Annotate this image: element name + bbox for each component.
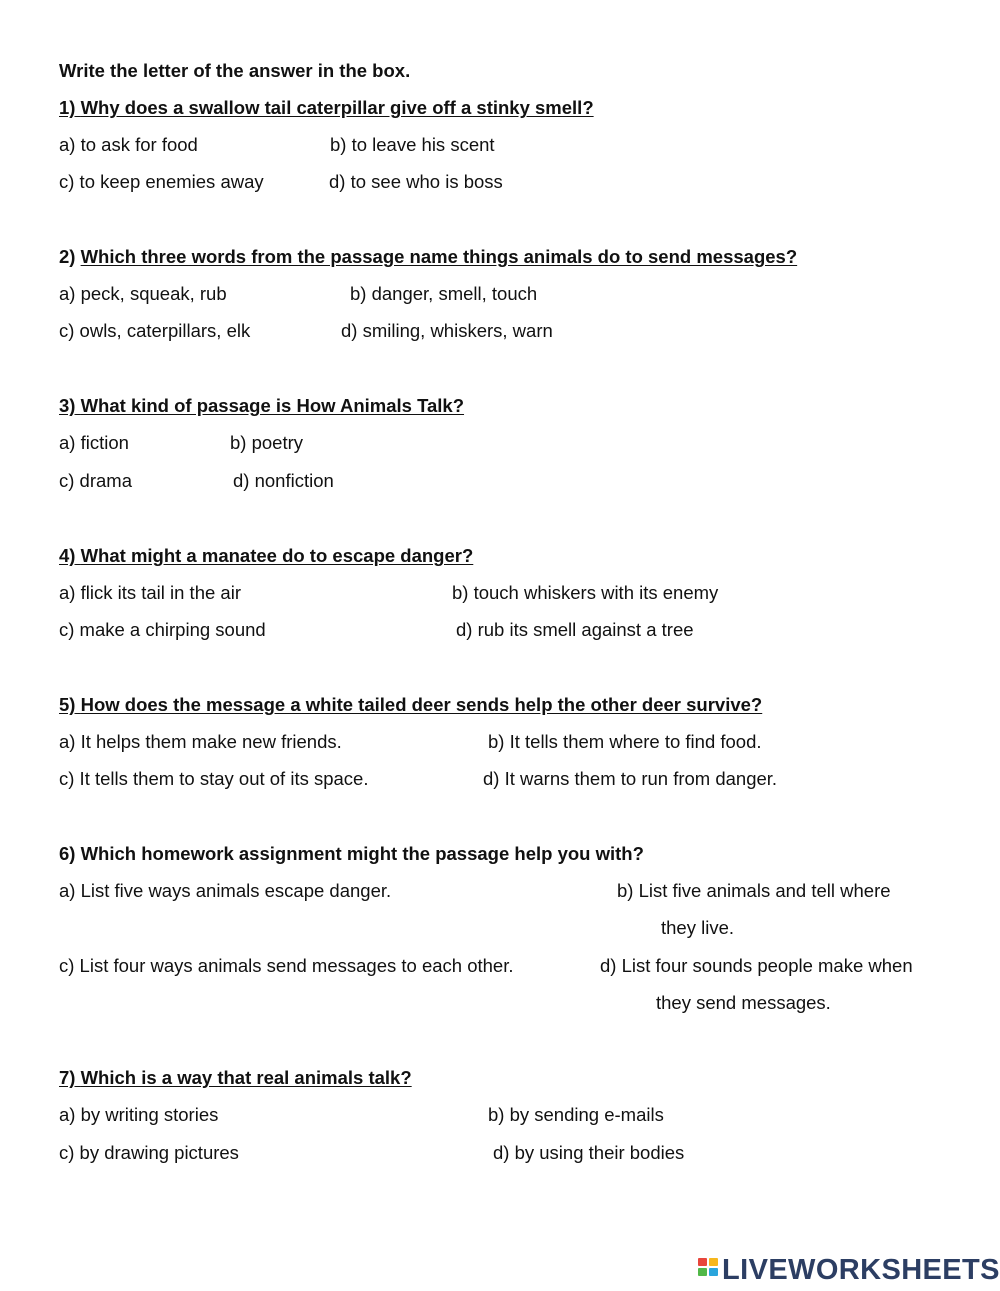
logo-block-l (698, 1258, 707, 1266)
q6-option-d-continued: they send messages. (656, 992, 831, 1013)
q4-option-d: d) rub its smell against a tree (456, 619, 694, 640)
q2-option-c: c) owls, caterpillars, elk (59, 320, 251, 341)
q1-option-d: d) to see who is boss (329, 171, 503, 192)
question-3: 3) What kind of passage is How Animals Talk? (59, 395, 465, 416)
q6-option-c: c) List four ways animals send messages to each other. (59, 955, 514, 976)
q6-option-b-continued: they live. (661, 917, 735, 938)
logo-block-v (698, 1268, 707, 1276)
q1-option-a: a) to ask for food (59, 134, 198, 155)
q3-option-b: b) poetry (230, 432, 304, 453)
question-2: 2) Which three words from the passage name things animals do to send messages? (59, 246, 798, 267)
q5-option-d: d) It warns them to run from danger. (483, 768, 778, 789)
question-1: 1) Why does a swallow tail caterpillar give off a stinky smell? (59, 97, 594, 118)
q6-option-b: b) List five animals and tell where (617, 880, 891, 901)
q2-option-b: b) danger, smell, touch (350, 283, 538, 304)
q2-option-d: d) smiling, whiskers, warn (341, 320, 553, 341)
q7-option-c: c) by drawing pictures (59, 1142, 239, 1163)
q1-option-c: c) to keep enemies away (59, 171, 264, 192)
logo-block-e (709, 1268, 718, 1276)
question-5: 5) How does the message a white tailed deer sends help the other deer survive? (59, 694, 763, 715)
q3-option-c: c) drama (59, 470, 132, 491)
question-6: 6) Which homework assignment might the passage help you with? (59, 843, 644, 864)
logo-block-i (709, 1258, 718, 1266)
q7-option-b: b) by sending e-mails (488, 1104, 664, 1125)
question-4: 4) What might a manatee do to escape danger? (59, 545, 474, 566)
q5-option-c: c) It tells them to stay out of its space. (59, 768, 369, 789)
q1-option-b: b) to leave his scent (330, 134, 495, 155)
logo-blocks-icon (698, 1256, 720, 1284)
q5-option-a: a) It helps them make new friends. (59, 731, 342, 752)
q7-option-a: a) by writing stories (59, 1104, 219, 1125)
q2-option-a: a) peck, squeak, rub (59, 283, 227, 304)
q4-option-a: a) flick its tail in the air (59, 582, 241, 603)
q4-option-c: c) make a chirping sound (59, 619, 266, 640)
q4-option-b: b) touch whiskers with its enemy (452, 582, 719, 603)
q7-option-d: d) by using their bodies (493, 1142, 685, 1163)
question-7: 7) Which is a way that real animals talk? (59, 1067, 412, 1088)
liveworksheets-logo (698, 1253, 1000, 1287)
q6-option-d: d) List four sounds people make when (600, 955, 913, 976)
q5-option-b: b) It tells them where to find food. (488, 731, 762, 752)
logo-text: LIVEWORKSHEETS (722, 1254, 1000, 1286)
q3-option-a: a) fiction (59, 432, 129, 453)
instructions: Write the letter of the answer in the box. (59, 60, 411, 81)
q3-option-d: d) nonfiction (233, 470, 334, 491)
q6-option-a: a) List five ways animals escape danger. (59, 880, 392, 901)
